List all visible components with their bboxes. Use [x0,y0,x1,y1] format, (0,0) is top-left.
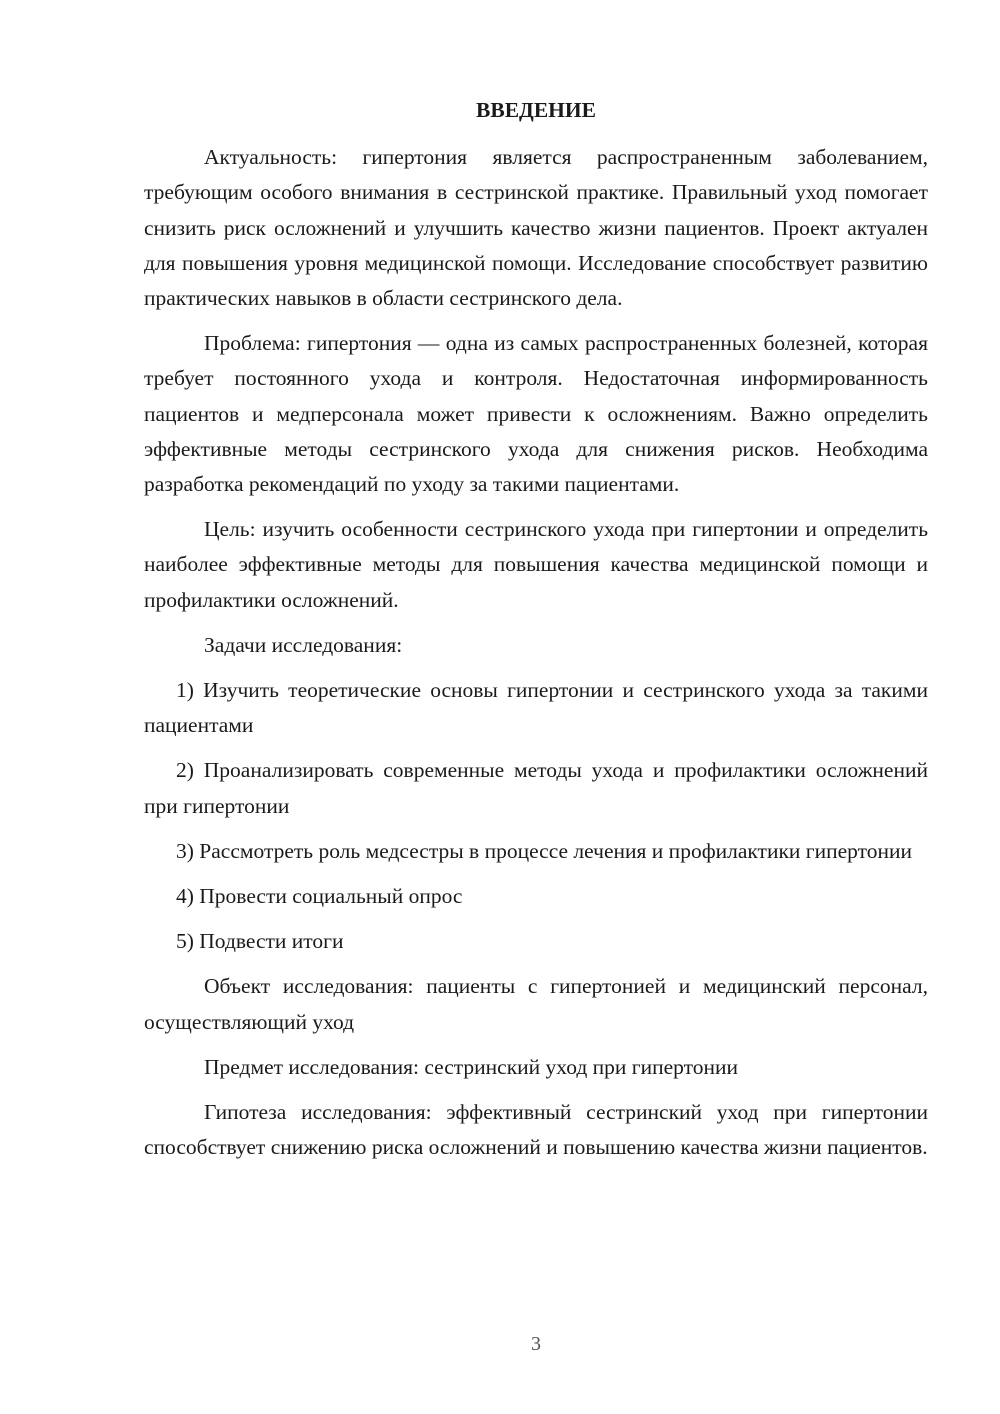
goal-paragraph: Цель: изучить особенности сестринского ухода при гипертонии и определить наиболее эффективные методы для повышения качества медицинской помощи и профилактики осложнений. [144,517,928,612]
page-number: 3 [531,1333,541,1355]
problem-paragraph: Проблема: гипертония — одна из самых распространенных болезней, которая требует постоянного ухода и контроля. Недостаточная информированность пациентов и медперсонала может привести к осложнениям. Важно определить эффективные методы сестринского ухода для снижения рисков. Необходима разработка рекомендаций по уходу за такими пациентами. [144,331,928,497]
document-body [144,93,928,1175]
hypothesis-paragraph: Гипотеза исследования: эффективный сестринский уход при гипертонии способствует снижению риска осложнений и повышению качества жизни пациентов. [144,1100,928,1160]
section-title: ВВЕДЕНИЕ [476,98,596,122]
relevance-paragraph: Актуальность: гипертония является распространенным заболеванием, требующим особого внимания в сестринской практике. Правильный уход помогает снизить риск осложнений и улучшить качество жизни пациентов. Проект актуален для повышения уровня медицинской помощи. Исследование способствует развитию практических навыков в области сестринского дела. [144,145,928,311]
tasks-heading: Задачи исследования: [204,632,403,657]
task-item: 2) Проанализировать современные методы ухода и профилактики осложнений при гипертонии [144,758,928,818]
task-item: 1) Изучить теоретические основы гипертонии и сестринского ухода за такими пациентами [144,678,928,738]
task-item: 5) Подвести итоги [176,929,344,954]
task-item: 3) Рассмотреть роль медсестры в процессе лечения и профилактики гипертонии [176,838,913,863]
object-paragraph: Объект исследования: пациенты с гипертонией и медицинский персонал, осуществляющий уход [144,974,928,1034]
task-item: 4) Провести социальный опрос [176,884,463,909]
subject-paragraph: Предмет исследования: сестринский уход при гипертонии [204,1054,739,1079]
